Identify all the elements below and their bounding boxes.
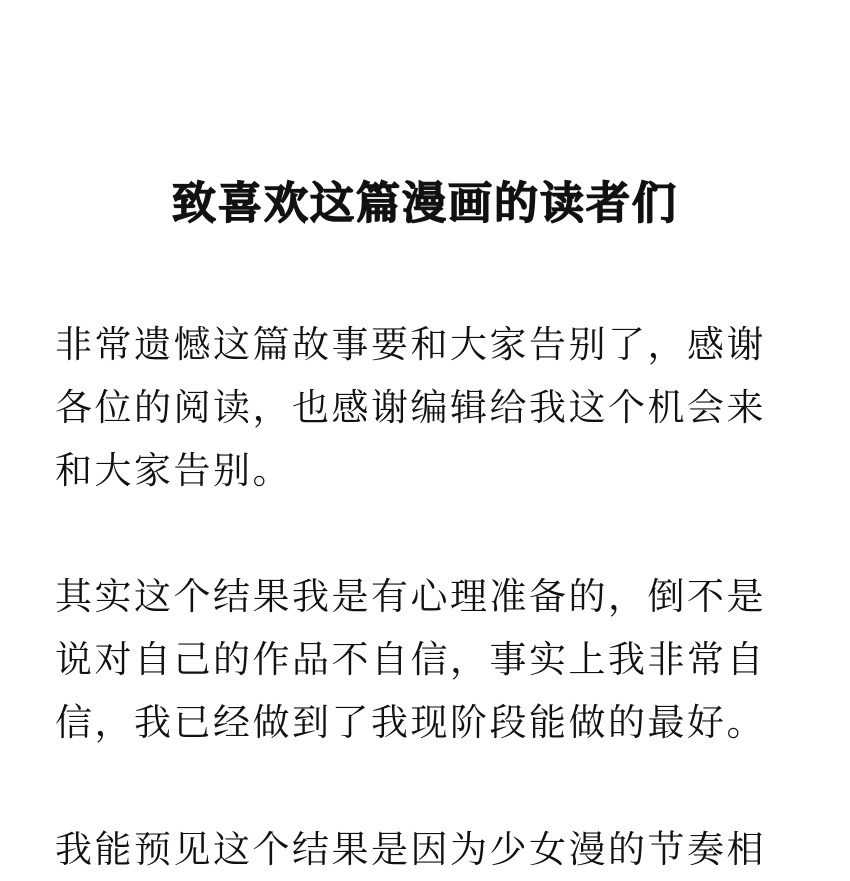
letter-title: 致喜欢这篇漫画的读者们 (172, 178, 678, 229)
paragraph-2 (55, 565, 785, 754)
paragraph-1-line-2: 各位的阅读，也感谢编辑给我这个机会来 (55, 386, 766, 429)
paragraph-3-line-1: 我能预见这个结果是因为少女漫的节奏相 (55, 828, 766, 871)
paragraph-1-line-1: 非常遗憾这篇故事要和大家告别了，感谢 (55, 323, 766, 366)
paragraph-2-line-1: 其实这个结果我是有心理准备的，倒不是 (55, 575, 766, 618)
paragraph-1 (55, 313, 785, 502)
paragraph-2-line-3: 信，我已经做到了我现阶段能做的最好。 (55, 701, 766, 744)
paragraph-2-line-2: 说对自己的作品不自信，事实上我非常自 (55, 638, 766, 681)
paragraph-1-line-3: 和大家告别。 (55, 449, 292, 492)
paragraph-3 (55, 818, 785, 881)
